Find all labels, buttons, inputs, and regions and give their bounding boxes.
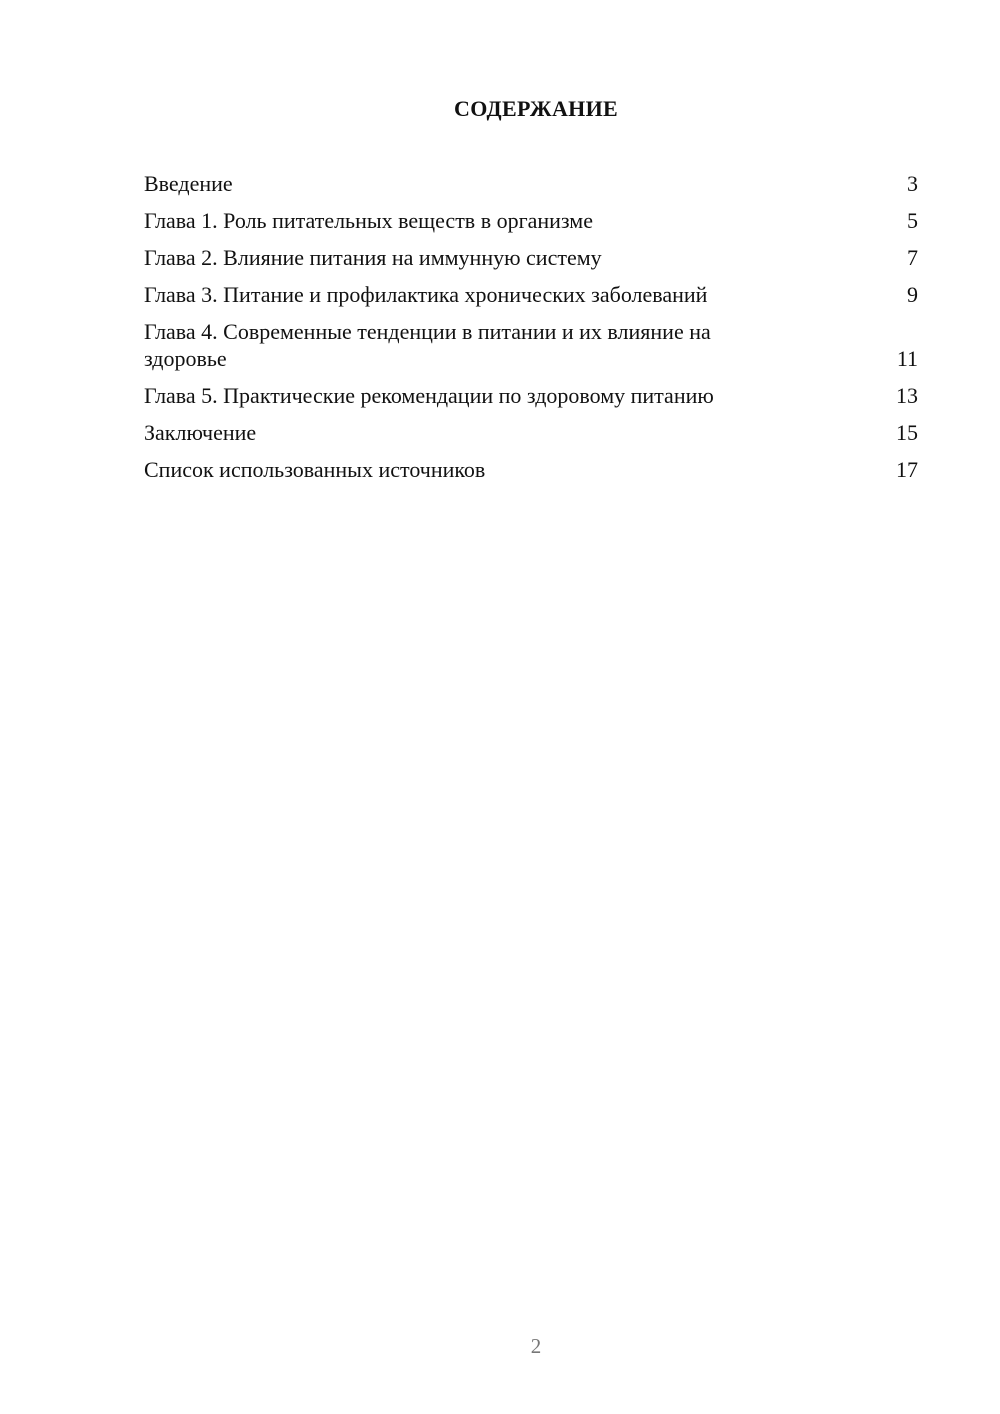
toc-entry-title: Глава 4. Современные тенденции в питании и их влияние на здоровье <box>144 319 711 371</box>
toc-entry-page: 17 <box>896 457 918 482</box>
toc-entry-page: 7 <box>907 245 918 270</box>
toc-entry-chapter-5 <box>144 382 918 409</box>
toc-entry-chapter-1 <box>144 207 918 234</box>
toc-entry-page: 13 <box>896 383 918 408</box>
toc-entry-title: Введение <box>144 171 233 196</box>
toc-entry-title: Глава 1. Роль питательных веществ в организме <box>144 208 593 233</box>
toc-entry-title: Глава 2. Влияние питания на иммунную систему <box>144 245 602 270</box>
toc-entry-chapter-2 <box>144 244 918 271</box>
toc-entry-page: 9 <box>907 282 918 307</box>
toc-entry-chapter-3 <box>144 281 918 308</box>
toc-entry-title: Глава 5. Практические рекомендации по здоровому питанию <box>144 383 714 408</box>
toc-entry-title: Заключение <box>144 420 257 445</box>
toc-entry-page: 3 <box>907 171 918 196</box>
toc-entry-chapter-4 <box>144 318 918 372</box>
table-of-contents <box>144 170 918 493</box>
toc-entry-title: Глава 3. Питание и профилактика хронических заболеваний <box>144 282 708 307</box>
toc-entry-page: 5 <box>907 208 918 233</box>
toc-entry-page: 15 <box>896 420 918 445</box>
toc-entry-introduction <box>144 170 918 197</box>
page-title: СОДЕРЖАНИЕ <box>454 96 618 121</box>
toc-entry-references <box>144 456 918 483</box>
toc-entry-page: 11 <box>896 346 918 371</box>
toc-entry-title: Список использованных источников <box>144 457 486 482</box>
toc-entry-conclusion <box>144 419 918 446</box>
page-number: 2 <box>530 1334 542 1358</box>
